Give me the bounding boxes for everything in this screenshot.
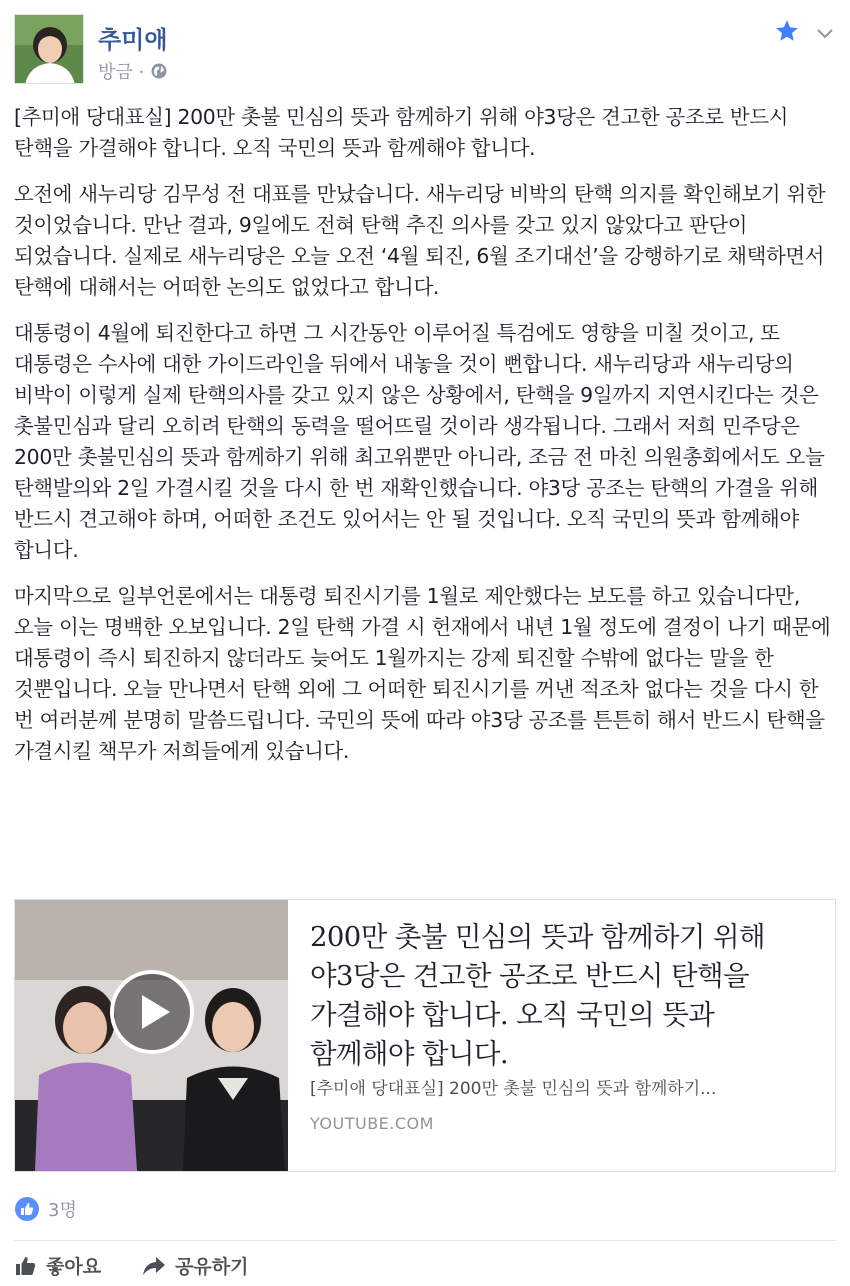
post-body — [14, 102, 838, 782]
post-paragraph: [추미애 당대표실] 200만 촛불 민심의 뜻과 함께하기 위해 야3당은 견고한 공조로 반드시 탄핵을 가결해야 합니다. 오직 국민의 뜻과 함께해야 합니다. — [14, 105, 789, 160]
reaction-count[interactable]: 3명 — [48, 1200, 77, 1221]
card-domain: YOUTUBE.COM — [310, 1114, 434, 1133]
card-title[interactable]: 200만 촛불 민심의 뜻과 함께하기 위해 야3당은 견고한 공조로 반드시 탄핵을 가결해야 합니다. 오직 국민의 뜻과 함께해야 합니다. — [310, 921, 765, 1070]
card-description: [추미애 당대표실] 200만 촛불 민심의 뜻과 함께하기... — [310, 1079, 717, 1099]
post-paragraph: 마지막으로 일부언론에서는 대통령 퇴진시기를 1월로 제안했다는 보도를 하고 있습니다만, 오늘 이는 명백한 오보입니다. 2일 탄핵 가결 시 헌재에서 내년 1월 정도에 결정이 나기 때문에 대통령이 즉시 퇴진하지 않더라도 늦어도 1월까지는 강제 퇴진할 수밖에 없다는 말을 한 것뿐입니다. 오늘 만나면서 탄핵 외에 그 어떠한 퇴진시기를 꺼낸 적조차 없다는 것을 다시 한 번 여러분께 분명히 말씀드립니다. 국민의 뜻에 따라 야3당 공조를 튼튼히 해서 반드시 탄핵을 가결시킬 책무가 저희들에게 있습니다. — [14, 584, 831, 763]
author-name[interactable]: 추미애 — [98, 26, 168, 54]
like-icon — [14, 1196, 40, 1222]
post-paragraph: 오전에 새누리당 김무성 전 대표를 만났습니다. 새누리당 비박의 탄핵 의지를 확인해보기 위한 것이었습니다. 만난 결과, 9일에도 전혀 탄핵 추진 의사를 갖고 있지 않았다고 판단이 되었습니다. 실제로 새누리당은 오늘 오전 ‘4월 퇴진, 6월 조기대선’을 강행하기로 채택하면서 탄핵에 대해서는 어떠한 논의도 없었다고 합니다. — [14, 182, 826, 299]
post-time[interactable]: 방금 · — [98, 62, 145, 83]
like-icon — [14, 1254, 38, 1278]
post-header — [14, 14, 836, 86]
link-preview-card[interactable] — [14, 899, 836, 1172]
globe-icon — [150, 62, 168, 80]
share-label: 공유하기 — [175, 1256, 249, 1278]
video-thumbnail[interactable] — [15, 900, 288, 1171]
share-icon — [141, 1254, 167, 1278]
play-icon[interactable] — [110, 970, 194, 1054]
post-paragraph: 대통령이 4월에 퇴진한다고 하면 그 시간동안 이루어질 특검에도 영향을 미칠 것이고, 또 대통령은 수사에 대한 가이드라인을 뒤에서 내놓을 것이 뻔합니다. 새누리당과 새누리당의 비박이 이렇게 실제 탄핵의사를 갖고 있지 않은 상황에서, 탄핵을 9일까지 지연시킨다는 것은 촛불민심과 달리 오히려 탄핵의 동력을 떨어뜨릴 것이라 생각됩니다. 그래서 저희 민주당은 200만 촛불민심의 뜻과 함께하기 위해 최고위뿐만 아니라, 조금 전 마친 의원총회에서도 오늘 탄핵발의와 2일 가결시킬 것을 다시 한 번 재확인했습니다. 야3당 공조는 탄핵의 가결을 위해 반드시 견고해야 하며, 어떠한 조건도 있어서는 안 될 것입니다. 오직 국민의 뜻과 함께해야 합니다. — [14, 321, 825, 562]
reaction-summary[interactable] — [14, 1196, 77, 1222]
like-label: 좋아요 — [46, 1256, 102, 1278]
like-button[interactable] — [14, 1252, 101, 1279]
star-icon[interactable] — [774, 18, 800, 44]
share-button[interactable] — [141, 1252, 248, 1279]
divider — [14, 1240, 836, 1241]
avatar[interactable] — [14, 14, 84, 84]
action-bar — [14, 1252, 248, 1279]
post-meta — [98, 58, 168, 84]
chevron-down-icon[interactable] — [814, 22, 836, 44]
card-text[interactable] — [288, 900, 835, 1171]
